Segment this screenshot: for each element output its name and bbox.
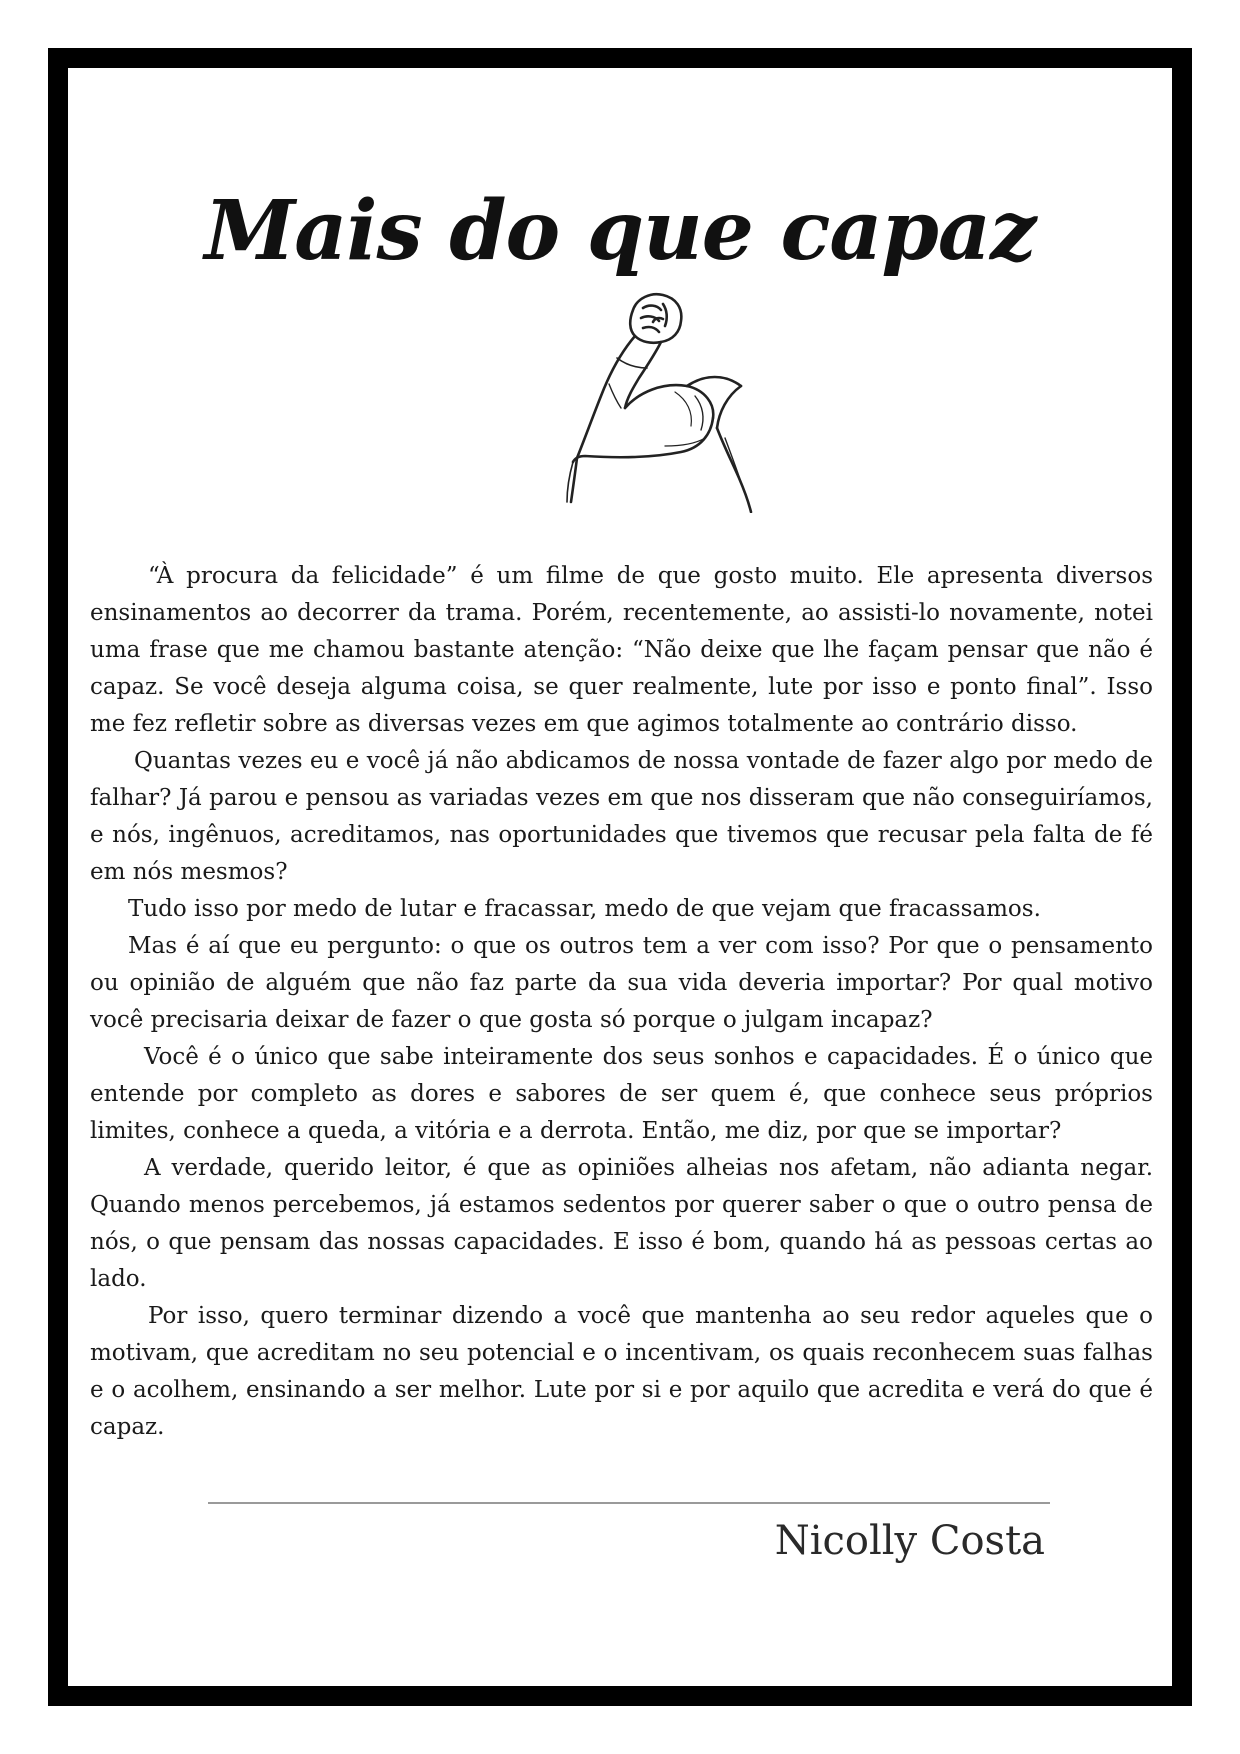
paragraph: Você é o único que sabe inteiramente dos seus sonhos e capacidades. É o único que entende por completo as dores e sabores de ser quem é, que conhece seus próprios limites, conhece a queda, a vitória e a derrota. Então, me diz, por que se importar?	[90, 1044, 1153, 1144]
signature-line	[208, 1502, 1050, 1504]
paragraph: Por isso, quero terminar dizendo a você que mantenha ao seu redor aqueles que o motivam, que acreditam no seu potencial e o incentivam, os quais reconhecem suas falhas e o acolhem, ensinando a ser melhor. Lute por si e por aquilo que acredita e verá do que é capaz.	[90, 1303, 1153, 1440]
paragraph: A verdade, querido leitor, é que as opiniões alheias nos afetam, não adianta negar. Quando menos percebemos, já estamos sedentos por querer saber o que o outro pensa de nós, o que pensam das nossas capacidades. E isso é bom, quando há as pessoas certas ao lado.	[90, 1155, 1153, 1292]
document-title: Mais do que capaz	[204, 182, 1036, 279]
paragraph: Mas é aí que eu pergunto: o que os outros tem a ver com isso? Por que o pensamento ou opinião de alguém que não faz parte da sua vida deveria importar? Por qual motivo você precisaria deixar de fazer o que gosta só porque o julgam incapaz?	[90, 933, 1153, 1033]
paragraph: “À procura da felicidade” é um filme de que gosto muito. Ele apresenta diversos ensinamentos ao decorrer da trama. Porém, recentemente, ao assisti-lo novamente, notei uma frase que me chamou bastante atenção: “Não deixe que lhe façam pensar que não é capaz. Se você deseja alguma coisa, se quer realmente, lute por isso e ponto final”. Isso me fez refletir sobre as diversas vezes em que agimos totalmente ao contrário disso.	[90, 563, 1153, 737]
paragraph: Quantas vezes eu e você já não abdicamos de nossa vontade de fazer algo por medo de falhar? Já parou e pensou as variadas vezes em que nos disseram que não conseguiríamos, e nós, ingênuos, acreditamos, nas oportunidades que tivemos que recusar pela falta de fé em nós mesmos?	[90, 748, 1153, 885]
article-body	[90, 558, 1153, 1446]
paragraph: Tudo isso por medo de lutar e fracassar, medo de que vejam que fracassamos.	[128, 896, 1041, 922]
flexed-arm-icon	[555, 288, 760, 513]
author-signature: Nicolly Costa	[774, 1518, 1045, 1564]
